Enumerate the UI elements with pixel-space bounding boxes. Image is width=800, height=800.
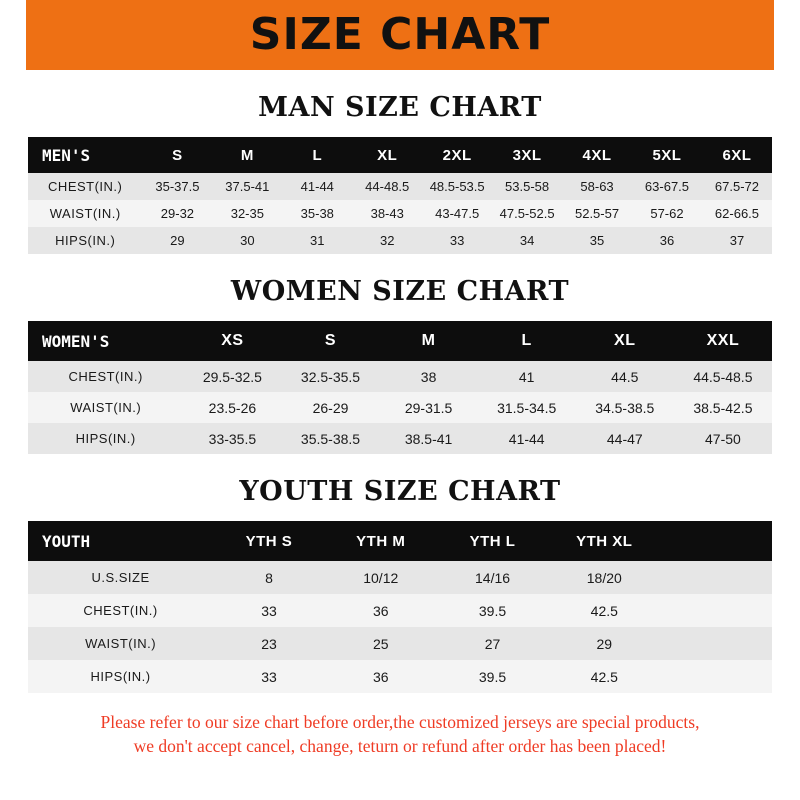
man-waist-6xl: 62-66.5 bbox=[702, 200, 772, 227]
man-hips-2xl: 33 bbox=[422, 227, 492, 254]
women-waist-l: 31.5-34.5 bbox=[478, 392, 576, 423]
table-row bbox=[28, 627, 772, 660]
banner-left-notch bbox=[0, 0, 26, 70]
table-row bbox=[28, 594, 772, 627]
youth-waist-s: 23 bbox=[213, 627, 325, 660]
youth-ussize-empty bbox=[660, 561, 772, 594]
footer-note-line1: Please refer to our size chart before order,the customized jerseys are special products, bbox=[100, 712, 700, 732]
youth-chart-wrap bbox=[0, 521, 800, 693]
women-hips-xl: 44-47 bbox=[576, 423, 674, 454]
man-hips-4xl: 35 bbox=[562, 227, 632, 254]
man-waist-xl: 38-43 bbox=[352, 200, 422, 227]
man-col-s: S bbox=[142, 137, 212, 173]
youth-hips-empty bbox=[660, 660, 772, 693]
youth-chart-title: YOUTH SIZE CHART bbox=[239, 476, 561, 507]
women-col-m: M bbox=[380, 321, 478, 361]
women-size-table bbox=[28, 321, 772, 454]
man-hips-3xl: 34 bbox=[492, 227, 562, 254]
man-col-3xl: 3XL bbox=[492, 137, 562, 173]
man-hips-6xl: 37 bbox=[702, 227, 772, 254]
women-col-xl: XL bbox=[576, 321, 674, 361]
women-col-s: S bbox=[281, 321, 379, 361]
youth-col-l: YTH L bbox=[437, 521, 549, 561]
youth-waist-l: 27 bbox=[437, 627, 549, 660]
youth-row-head-label: YOUTH bbox=[28, 521, 213, 561]
youth-col-empty bbox=[660, 521, 772, 561]
youth-chest-m: 36 bbox=[325, 594, 437, 627]
women-waist-s: 26-29 bbox=[281, 392, 379, 423]
man-row-label-hips: HIPS(IN.) bbox=[28, 227, 142, 254]
women-row-label-hips: HIPS(IN.) bbox=[28, 423, 183, 454]
man-row-head-label: MEN'S bbox=[28, 137, 142, 173]
youth-hips-m: 36 bbox=[325, 660, 437, 693]
women-row-head-label: WOMEN'S bbox=[28, 321, 183, 361]
women-hips-xs: 33-35.5 bbox=[183, 423, 281, 454]
table-row bbox=[28, 361, 772, 392]
women-hips-l: 41-44 bbox=[478, 423, 576, 454]
youth-ussize-xl: 18/20 bbox=[548, 561, 660, 594]
youth-hips-l: 39.5 bbox=[437, 660, 549, 693]
man-col-4xl: 4XL bbox=[562, 137, 632, 173]
man-col-2xl: 2XL bbox=[422, 137, 492, 173]
man-waist-3xl: 47.5-52.5 bbox=[492, 200, 562, 227]
youth-chest-empty bbox=[660, 594, 772, 627]
youth-ussize-l: 14/16 bbox=[437, 561, 549, 594]
youth-row-label-waist: WAIST(IN.) bbox=[28, 627, 213, 660]
man-chest-6xl: 67.5-72 bbox=[702, 173, 772, 200]
women-waist-xl: 34.5-38.5 bbox=[576, 392, 674, 423]
table-row bbox=[28, 173, 772, 200]
man-hips-l: 31 bbox=[282, 227, 352, 254]
table-row bbox=[28, 660, 772, 693]
women-chest-l: 41 bbox=[478, 361, 576, 392]
man-size-table bbox=[28, 137, 772, 254]
banner-right-notch bbox=[774, 0, 800, 70]
youth-col-xl: YTH XL bbox=[548, 521, 660, 561]
women-col-l: L bbox=[478, 321, 576, 361]
man-chest-l: 41-44 bbox=[282, 173, 352, 200]
man-hips-m: 30 bbox=[212, 227, 282, 254]
table-row bbox=[28, 423, 772, 454]
youth-chest-l: 39.5 bbox=[437, 594, 549, 627]
women-waist-m: 29-31.5 bbox=[380, 392, 478, 423]
women-hips-xxl: 47-50 bbox=[674, 423, 772, 454]
women-col-xs: XS bbox=[183, 321, 281, 361]
man-waist-5xl: 57-62 bbox=[632, 200, 702, 227]
table-row bbox=[28, 227, 772, 254]
table-row bbox=[28, 200, 772, 227]
women-chest-m: 38 bbox=[380, 361, 478, 392]
women-hips-s: 35.5-38.5 bbox=[281, 423, 379, 454]
man-chest-5xl: 63-67.5 bbox=[632, 173, 702, 200]
table-header-row bbox=[28, 137, 772, 173]
youth-hips-s: 33 bbox=[213, 660, 325, 693]
women-waist-xs: 23.5-26 bbox=[183, 392, 281, 423]
man-chest-2xl: 48.5-53.5 bbox=[422, 173, 492, 200]
table-header-row bbox=[28, 521, 772, 561]
footer-note-line2: we don't accept cancel, change, teturn or refund after order has been placed! bbox=[133, 735, 667, 756]
man-chest-4xl: 58-63 bbox=[562, 173, 632, 200]
man-hips-5xl: 36 bbox=[632, 227, 702, 254]
banner bbox=[0, 0, 800, 70]
women-row-label-waist: WAIST(IN.) bbox=[28, 392, 183, 423]
man-hips-xl: 32 bbox=[352, 227, 422, 254]
man-chest-xl: 44-48.5 bbox=[352, 173, 422, 200]
man-col-5xl: 5XL bbox=[632, 137, 702, 173]
youth-waist-empty bbox=[660, 627, 772, 660]
youth-hips-xl: 42.5 bbox=[548, 660, 660, 693]
man-chest-s: 35-37.5 bbox=[142, 173, 212, 200]
women-hips-m: 38.5-41 bbox=[380, 423, 478, 454]
man-chart-wrap bbox=[0, 137, 800, 254]
youth-chest-xl: 42.5 bbox=[548, 594, 660, 627]
page-title: SIZE CHART bbox=[249, 9, 551, 60]
man-hips-s: 29 bbox=[142, 227, 212, 254]
women-chart-title: WOMEN SIZE CHART bbox=[230, 276, 570, 307]
youth-size-table bbox=[28, 521, 772, 693]
man-waist-l: 35-38 bbox=[282, 200, 352, 227]
man-waist-2xl: 43-47.5 bbox=[422, 200, 492, 227]
youth-waist-xl: 29 bbox=[548, 627, 660, 660]
man-col-xl: XL bbox=[352, 137, 422, 173]
man-row-label-chest: CHEST(IN.) bbox=[28, 173, 142, 200]
man-waist-m: 32-35 bbox=[212, 200, 282, 227]
man-waist-4xl: 52.5-57 bbox=[562, 200, 632, 227]
women-chest-s: 32.5-35.5 bbox=[281, 361, 379, 392]
youth-row-label-hips: HIPS(IN.) bbox=[28, 660, 213, 693]
women-chest-xxl: 44.5-48.5 bbox=[674, 361, 772, 392]
youth-ussize-m: 10/12 bbox=[325, 561, 437, 594]
women-waist-xxl: 38.5-42.5 bbox=[674, 392, 772, 423]
youth-ussize-s: 8 bbox=[213, 561, 325, 594]
table-row bbox=[28, 561, 772, 594]
youth-col-s: YTH S bbox=[213, 521, 325, 561]
man-chest-3xl: 53.5-58 bbox=[492, 173, 562, 200]
youth-col-m: YTH M bbox=[325, 521, 437, 561]
man-row-label-waist: WAIST(IN.) bbox=[28, 200, 142, 227]
footer-note bbox=[0, 711, 800, 758]
women-chest-xl: 44.5 bbox=[576, 361, 674, 392]
man-chart-title: MAN SIZE CHART bbox=[258, 92, 542, 123]
man-waist-s: 29-32 bbox=[142, 200, 212, 227]
women-col-xxl: XXL bbox=[674, 321, 772, 361]
man-col-m: M bbox=[212, 137, 282, 173]
youth-row-label-ussize: U.S.SIZE bbox=[28, 561, 213, 594]
man-chest-m: 37.5-41 bbox=[212, 173, 282, 200]
man-col-6xl: 6XL bbox=[702, 137, 772, 173]
youth-row-label-chest: CHEST(IN.) bbox=[28, 594, 213, 627]
table-header-row bbox=[28, 321, 772, 361]
women-row-label-chest: CHEST(IN.) bbox=[28, 361, 183, 392]
women-chart-wrap bbox=[0, 321, 800, 454]
man-col-l: L bbox=[282, 137, 352, 173]
table-row bbox=[28, 392, 772, 423]
women-chest-xs: 29.5-32.5 bbox=[183, 361, 281, 392]
youth-chest-s: 33 bbox=[213, 594, 325, 627]
youth-waist-m: 25 bbox=[325, 627, 437, 660]
